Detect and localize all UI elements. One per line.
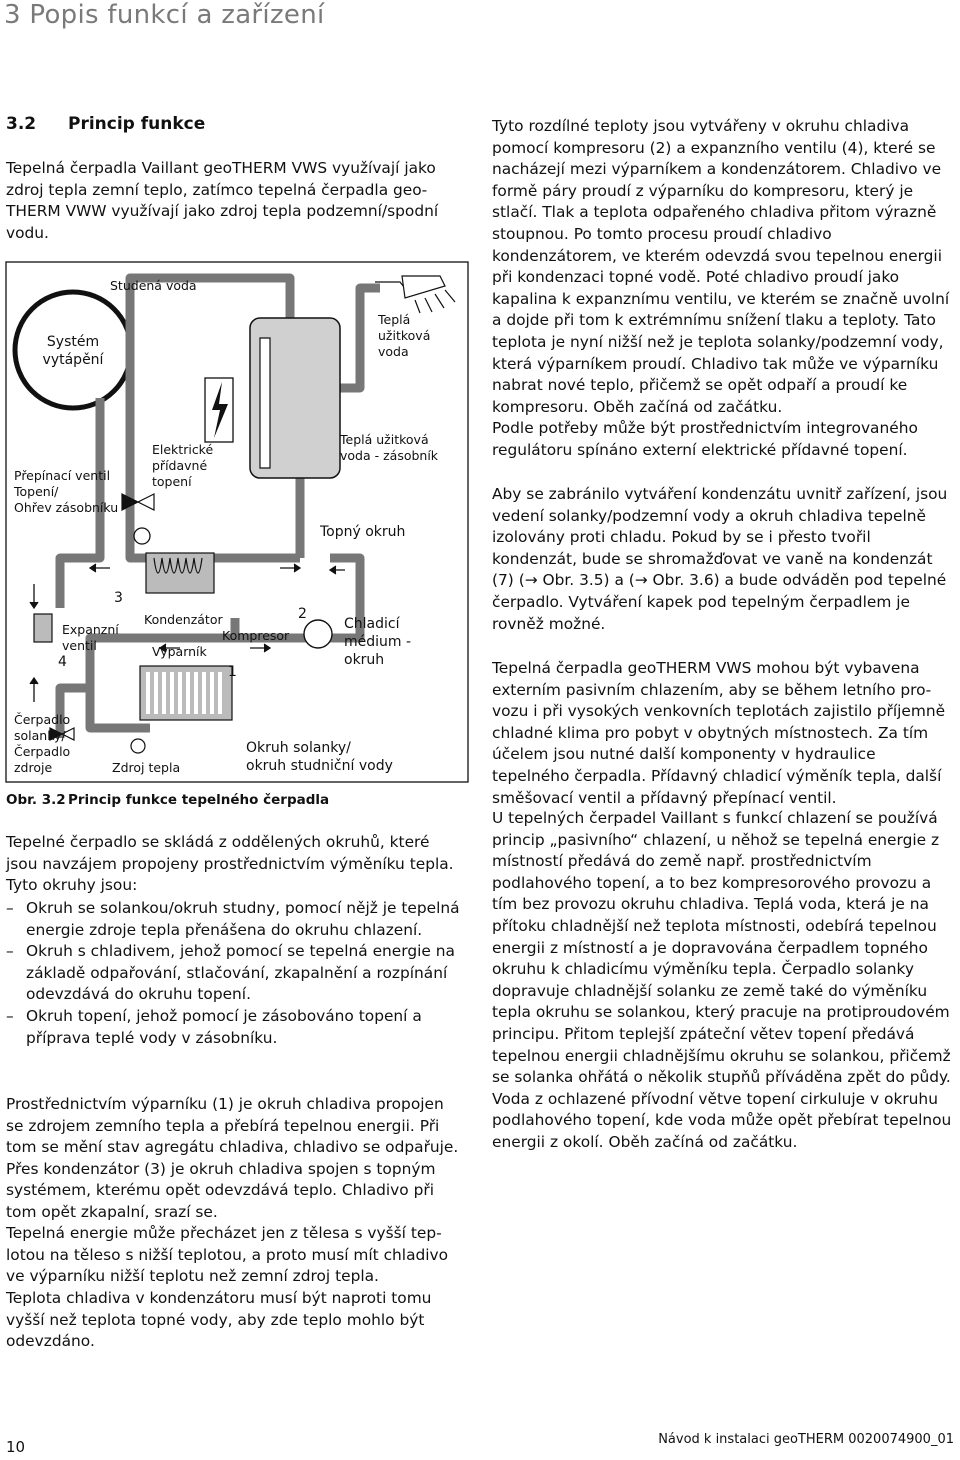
heating-system-circle xyxy=(15,292,131,408)
section-heading: 3 Popis funkcí a zařízení xyxy=(4,0,325,30)
label-cerp-3: Čerpadlo xyxy=(14,744,71,759)
label-chlad-2: médium - xyxy=(344,634,412,650)
circuit-list xyxy=(6,898,464,1049)
condenser-box xyxy=(146,553,214,593)
subsection-heading xyxy=(6,114,205,134)
label-cerp-1: Čerpadlo xyxy=(14,712,71,727)
label-zdroj-tepla: Zdroj tepla xyxy=(112,760,181,775)
page-number: 10 xyxy=(6,1438,26,1456)
subsection-number: 3.2 xyxy=(6,114,37,134)
left-paragraph-4: Teplota chladiva v kondenzátoru musí být naproti tomu vyšší než teplota topné vody, aby zde teplo mohlo být odevzdáno. xyxy=(6,1289,432,1351)
list-item-text: Okruh topení, jehož pomocí je zásobováno topení a příprava teplé vody v zásobníku. xyxy=(26,1006,422,1047)
right-paragraph-2: Podle potřeby může být prostřednictvím integrovaného regulátoru spínáno externí elektrické přídavné topení. xyxy=(492,419,918,459)
right-paragraph-5: U tepelných čerpadel Vaillant s funkcí chlazení se používá princip „pasivního“ chlazení, u něhož se tepelná energie z místností předává do země např. prostřednictvím podlahového topení, a to bez kompresorového provozu a tím bez provozu okruhu chladiva. Teplá voda, která je na přítoku chladnější než teplota místnosti, odebírá tepelnou energii z místností a je dopravována čerpadlem topného okruhu k chladicímu výměníku tepla. Čerpadlo solanky dopravuje chladnější solanku ze země také do výměníku tepla okruhu se solankou, který pracuje na protiproudovém principu. Přitom teplejší zpáteční větev topení předává tepelnou energii chladnějšímu okruhu se solankou, přičemž se solanka ohřátá o několik stupňů příváděna zpět do půdy. Voda z ochlazené přívodní větve topení cirkuluje v okruhu podlahového topení, kde voda může opět přebírat tepelnou energii z okolí. Oběh začíná od začátku. xyxy=(492,809,952,1151)
caption-number: Obr. 3.2 xyxy=(6,792,66,808)
label-tepla-2: užitková xyxy=(378,328,431,343)
list-item: – Okruh topení, jehož pomocí je zásobováno topení a příprava teplé vody v zásobníku. xyxy=(6,1006,422,1047)
label-tepla-1: Teplá xyxy=(378,312,411,327)
label-tepla-3: voda xyxy=(378,344,409,359)
subsection-title: Princip funkce xyxy=(68,114,206,134)
label-sol-2: okruh studniční vody xyxy=(246,758,393,774)
label-n4: 4 xyxy=(58,654,67,670)
expansion-valve xyxy=(34,614,52,642)
intro-paragraph: Tepelná čerpadla Vaillant geoTHERM VWS využívají jako zdroj tepla zemní teplo, zatímco tepelná čerpadla geoTHERM VWW využívají jako zdroj tepla podzemní/spodní vodu. xyxy=(6,159,439,242)
left-paragraph-3: Tepelná energie může přecházet jen z tělesa s vyšší teplotou na těleso s nižší teplotou, a proto musí mít chladivo ve výparníku nižší teplotu než zemní zdroj tepla. xyxy=(6,1224,449,1286)
list-item-text: Okruh s chladivem, jehož pomocí se tepelná energie na základě odpařování, stlačování, zkapalnění a rozpínání odevzdává do okruhu topení. xyxy=(26,942,455,1004)
right-paragraph-3: Aby se zabránilo vytváření kondenzátu uvnitř zařízení, jsou vedení solanky/podzemní vody a okruh chladiva tepelně izolovány proti chladu. Pokud by se i přesto tvořil kondenzát, bude se shromažďovat ve vaně na kondenzát (7) (→ Obr. 3.5) a (→ Obr. 3.6) a bude odváděn pod tepelné čerpadlo. Vytváření kapek pod tepelným čerpadlem je rovněž možné. xyxy=(492,485,948,633)
caption-text: Princip funkce tepelného čerpadla xyxy=(68,792,330,808)
label-elek-3: topení xyxy=(152,474,192,489)
label-chlad-3: okruh xyxy=(344,652,385,668)
label-exp-2: ventil xyxy=(62,638,97,653)
label-chlad-1: Chladicí xyxy=(344,616,400,632)
label-zasob-1: Teplá užitková xyxy=(340,432,429,447)
source-pump-circle xyxy=(131,739,145,753)
left-paragraph-1: Tepelné čerpadlo se skládá z oddělených okruhů, které jsou navzájem propojeny prostřednictvím výměníku tepla. Tyto okruhy jsou: xyxy=(6,833,454,895)
label-n3: 3 xyxy=(114,590,123,606)
heat-pump-diagram xyxy=(0,258,470,786)
label-prep-1: Přepínací ventil xyxy=(14,468,111,483)
label-zasob-2: voda - zásobník xyxy=(340,448,439,463)
label-sol-1: Okruh solanky/ xyxy=(246,740,351,756)
label-n1: 1 xyxy=(228,664,237,680)
list-item-text: Okruh se solankou/okruh studny, pomocí nějž je tepelná energie zdroje tepla přenášena do okruhu chlazení. xyxy=(26,899,460,939)
label-studena-voda: Studená voda xyxy=(110,278,197,293)
label-kondenzator: Kondenzátor xyxy=(144,612,223,627)
label-kompresor: Kompresor xyxy=(222,628,290,643)
label-topny-okruh: Topný okruh xyxy=(320,524,406,540)
left-paragraph-2: Prostřednictvím výparníku (1) je okruh chladiva propojen se zdrojem zemního tepla a přebírá tepelnou energii. Při tom se mění stav agregátu chladiva, chladivo se odpařuje. Přes kondenzátor (3) je okruh chladiva spojen s topným systémem, kterému opět odevzdává teplo. Chladivo při tom opět zkapalní, srazí se. xyxy=(6,1095,459,1221)
label-n2: 2 xyxy=(298,606,307,622)
label-cerp-2: solanky/ xyxy=(14,728,66,743)
label-cerp-4: zdroje xyxy=(14,760,53,775)
tank-coil xyxy=(260,338,270,468)
compressor-circle xyxy=(304,620,332,648)
label-prep-3: Ohřev zásobníku xyxy=(14,500,119,515)
heating-pump-icon xyxy=(134,528,150,544)
label-system-1: Systém xyxy=(46,334,100,350)
document-id: Návod k instalaci geoTHERM 0020074900_01 xyxy=(658,1432,954,1447)
label-prep-2: Topení/ xyxy=(14,484,59,499)
label-vyparnik: Výparník xyxy=(152,644,207,659)
label-exp-1: Expanzní xyxy=(62,622,119,637)
right-paragraph-1: Tyto rozdílné teploty jsou vytvářeny v okruhu chladiva pomocí kompresoru (2) a expanzního ventilu (4), které se nacházejí mezi výparníkem a kondenzátorem. Chladivo ve formě páry proudí z výparníku do kompresoru, který je stlačí. Tlak a teplota odpařeného chladiva přitom výrazně stoupnou. Po tomto procesu proudí chladivo kondenzátorem, ve kterém odevzdá svou tepelnou energii při kondenzaci topné vodě. Poté chladivo proudí jako kapalina k expanznímu ventilu, ve kterém se značně uvolní a dojde při tom k extrémnímu snížení tlaku a teploty. Tato teplota je nyní nižší než je teplota solanky/podzemní vody, která výparníkem proudí. Chladivo tak může ve výparníku nabrat nové teplo, přičemž se opět odpaří a proudí ke kompresoru. Oběh začíná od začátku. xyxy=(492,117,950,416)
list-item: – Okruh se solankou/okruh studny, pomocí nějž je tepelná energie zdroje tepla přenášena do okruhu chlazení. xyxy=(6,899,460,939)
label-system-2: vytápění xyxy=(42,352,104,368)
shower-head-icon xyxy=(375,276,455,313)
switching-valve-icon xyxy=(122,494,154,510)
label-elek-1: Elektrické xyxy=(152,442,214,457)
label-elek-2: přídavné xyxy=(152,458,208,473)
list-item: – Okruh s chladivem, jehož pomocí se tepelná energie na základě odpařování, stlačování, zkapalnění a rozpínání odevzdává do okruhu topení. xyxy=(6,942,455,1004)
figure-caption xyxy=(6,792,329,808)
right-paragraph-4: Tepelná čerpadla geoTHERM VWS mohou být vybavena externím pasivním chlazením, aby se během letního provozu i při vysokých venkovních teplotách zajistilo příjemně chladné klima pro pobyt v obytných místnostech. Za tím účelem jsou nutné další komponenty v hydraulice tepelného čerpadla. Přídavný chladicí výměník tepla, další směšovací ventil a přídavný přepínací ventil. xyxy=(492,659,946,807)
